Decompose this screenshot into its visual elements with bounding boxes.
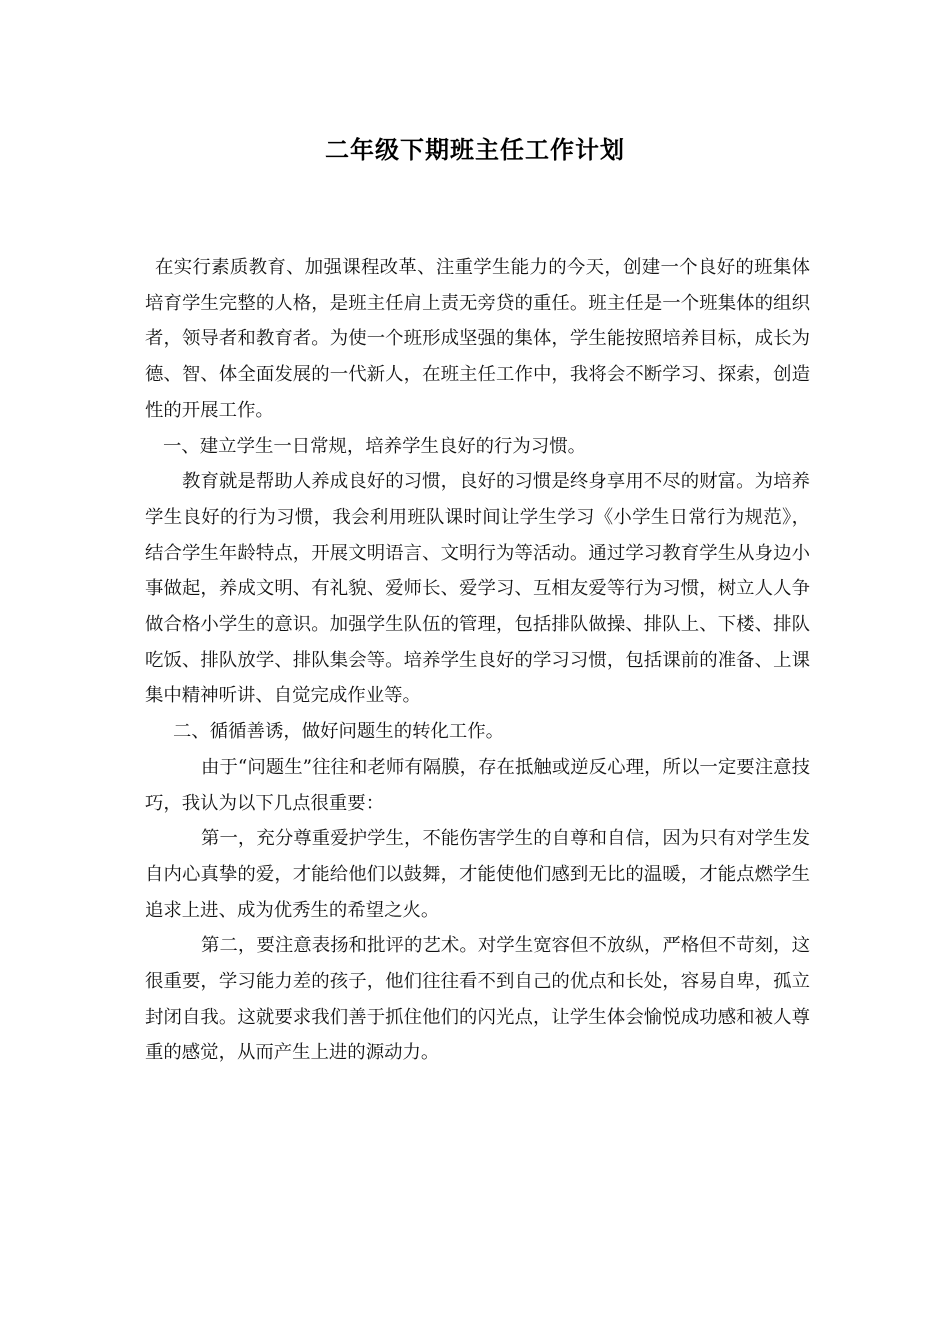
intro-paragraph: 在实行素质教育、加强课程改革、注重学生能力的今天，创建一个良好的班集体培育学生完整的人格，是班主任肩上责无旁贷的重任。班主任是一个班集体的组织者，领导者和教育者。为使一个班形成坚强的集体，学生能按照培养目标，成长为德、智、体全面发展的一代新人，在班主任工作中，我将会不断学习、探索，创造性的开展工作。 <box>145 257 810 421</box>
document-title: 二年级下期班主任工作计划 <box>325 136 625 164</box>
section-2-paragraph: 由于“问题生”往往和老师有隔膜，存在抵触或逆反心理，所以一定要注意技巧，我认为以下几点很重要： <box>145 756 810 814</box>
document-body <box>145 250 810 1071</box>
section-heading-1: 一、建立学生一日常规，培养学生良好的行为习惯。 <box>163 435 586 457</box>
section-1-paragraph: 教育就是帮助人养成良好的习惯，良好的习惯是终身享用不尽的财富。为培养学生良好的行为习惯，我会利用班队课时间让学生学习《小学生日常行为规范》，结合学生年龄特点，开展文明语言、文明行为等活动。通过学习教育学生从身边小事做起，养成文明、有礼貌、爱师长、爱学习、互相友爱等行为习惯，树立人人争做合格小学生的意识。加强学生队伍的管理，包括排队做操、排队上、下楼、排队吃饭、排队放学、排队集会等。培养学生良好的学习习惯，包括课前的准备、上课集中精神听讲、自觉完成作业等。 <box>145 471 810 707</box>
point-2-paragraph: 第二，要注意表扬和批评的艺术。对学生宽容但不放纵，严格但不苛刻，这很重要，学习能力差的孩子，他们往往看不到自己的优点和长处，容易自卑，孤立封闭自我。这就要求我们善于抓住他们的闪光点，让学生体会愉悦成功感和被人尊重的感觉，从而产生上进的源动力。 <box>145 935 810 1064</box>
point-1-paragraph: 第一，充分尊重爱护学生，不能伤害学生的自尊和自信，因为只有对学生发自内心真挚的爱，才能给他们以鼓舞，才能使他们感到无比的温暖，才能点燃学生追求上进、成为优秀生的希望之火。 <box>145 828 810 921</box>
section-heading-2: 二、循循善诱，做好问题生的转化工作。 <box>173 721 505 743</box>
